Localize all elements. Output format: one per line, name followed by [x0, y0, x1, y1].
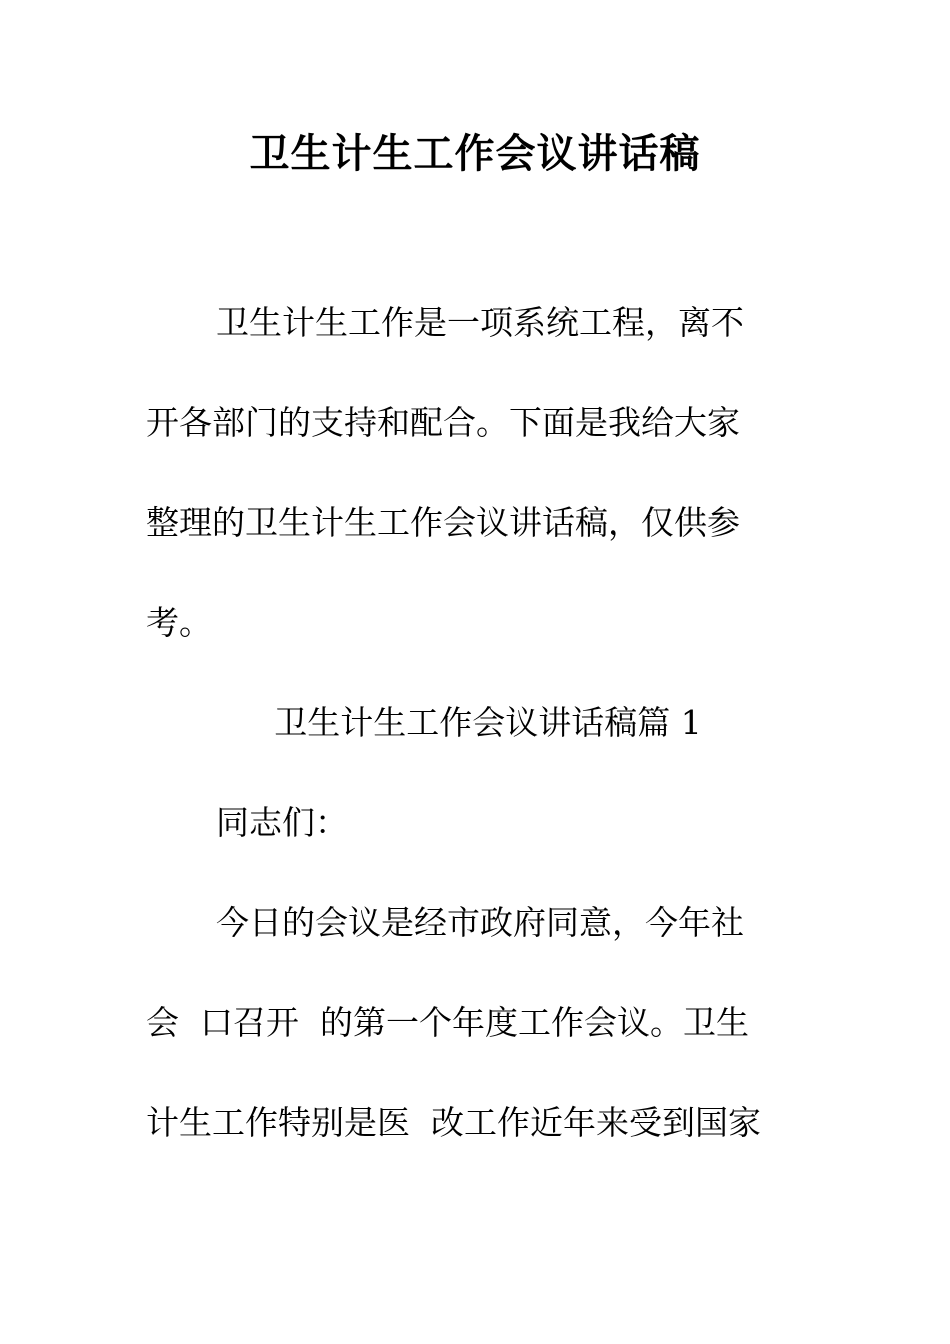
paragraph-line: 开各部门的支持和配合。下面是我给大家 — [146, 403, 740, 442]
intro-paragraph — [146, 273, 806, 673]
paragraph-line: 卫生计生工作是一项系统工程，离不 — [216, 303, 744, 342]
body-paragraph — [146, 873, 806, 1173]
paragraph-line: 今日的会议是经市政府同意，今年社 — [216, 903, 744, 942]
greeting-paragraph — [146, 773, 806, 873]
paragraph-line: 整理的卫生计生工作会议讲话稿，仅供参 — [146, 503, 740, 542]
paragraph-line: 考。 — [146, 603, 212, 642]
greeting-line: 同志们： — [216, 803, 348, 842]
section-heading: 卫生计生工作会议讲话稿篇 1 — [274, 703, 702, 742]
document-title: 卫生计生工作会议讲话稿 — [249, 130, 701, 177]
paragraph-line: 会 口召开 的第一个年度工作会议。卫生 — [146, 1003, 749, 1042]
paragraph-line: 计生工作特别是医 改工作近年来受到国家 — [146, 1103, 761, 1142]
